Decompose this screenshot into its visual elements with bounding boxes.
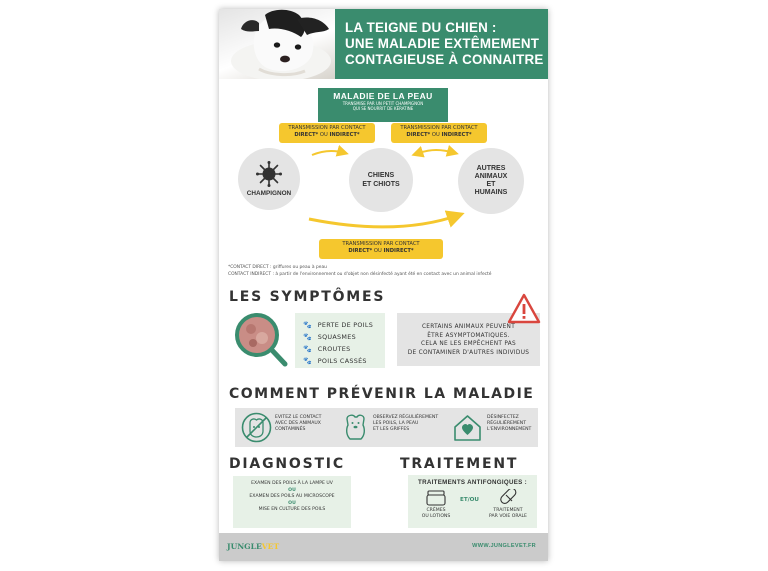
symptoms-box: [295, 313, 385, 368]
circle-champignon: [238, 148, 300, 210]
poster-title-line: LA TEIGNE DU CHIEN :: [345, 20, 497, 35]
diagnostic-item: MISE EN CULTURE DES POILS: [258, 507, 326, 512]
list-item: [303, 319, 385, 331]
logo-text: VET: [261, 542, 280, 551]
poster-title-line: UNE MALADIE EXTÊMEMENT: [345, 36, 540, 51]
logo-text: JUNGLE: [227, 542, 262, 551]
heading-prevention: COMMENT PRÉVENIR LA MALADIE: [229, 386, 535, 402]
title-band: [335, 9, 548, 79]
treatment-option-line: OU LOTIONS: [421, 513, 451, 519]
header: [219, 9, 548, 79]
list-item: [303, 343, 385, 355]
double-arrow-icon: [419, 150, 455, 153]
dogs-label: ET CHIOTS: [362, 181, 400, 188]
infographic-poster: [219, 9, 548, 561]
transmission-direct: DIRECT*: [406, 131, 431, 138]
heading-treatment: TRAITEMENT: [400, 456, 519, 472]
heading-diagnostic: DIAGNOSTIC: [229, 456, 345, 472]
others-label: HUMAINS: [474, 189, 508, 196]
asymptomatic-text: CERTAINS ANIMAUX PEUVENT: [421, 324, 516, 330]
website-link[interactable]: WWW.JUNGLEVET.FR: [472, 543, 536, 549]
virus-icon: [256, 161, 282, 187]
champignon-label: CHAMPIGNON: [246, 189, 292, 197]
paw-icon: 🐾: [303, 332, 312, 341]
list-item: [303, 355, 385, 367]
prevention-line: CONTAMINÉS: [275, 427, 306, 433]
circle-dogs: [349, 148, 413, 212]
diagnostic-item: EXAMEN DES POILS À LA LAMPE UV: [251, 481, 333, 486]
magnifier-icon: [233, 311, 289, 367]
prevention-line: OBSERVEZ RÉGULIÈREMENT: [373, 415, 439, 420]
footnote-indirect: CONTACT INDIRECT : à partir de l'environnement ou d'objet non désinfecté ayant été en contact avec un animal infecté: [228, 272, 492, 277]
dog-photo: [219, 9, 335, 79]
asymptomatic-text: ÊTRE ASYMPTOMATIQUES.: [427, 332, 510, 339]
transmission-indirect: INDIRECT*: [383, 247, 414, 254]
prevention-line: EVITEZ LE CONTACT: [275, 415, 322, 420]
treatment-option: [482, 508, 534, 519]
prevention-box: [235, 408, 538, 447]
prevention-text: [487, 415, 531, 434]
transmission-or: OU: [431, 131, 440, 138]
footer: [219, 533, 548, 561]
prevention-line: DÉSINFECTEZ: [487, 415, 519, 420]
asymptomatic-text: DE CONTAMINER D'AUTRES INDIVIDUS: [407, 349, 530, 356]
treatment-option: [413, 508, 459, 519]
transmission-box: [319, 239, 443, 259]
disease-title: MALADIE DE LA PEAU: [333, 91, 433, 101]
arrow-icon: [312, 151, 345, 155]
transmission-label: TRANSMISSION PAR CONTACT: [342, 241, 420, 247]
diagnostic-item: EXAMEN DES POILS AU MICROSCOPE: [249, 494, 335, 499]
circle-others: [458, 148, 524, 214]
others-label: AUTRES: [476, 165, 506, 172]
transmission-indirect: INDIRECT*: [329, 131, 360, 138]
diagnostic-box: [233, 476, 351, 528]
treatment-option-line: CRÈMES: [426, 508, 446, 513]
symptom-label: CROUTES: [317, 345, 351, 353]
transmission-label: TRANSMISSION PAR CONTACT: [400, 125, 478, 131]
transmission-direct: DIRECT*: [348, 247, 373, 254]
symptom-label: POILS CASSÉS: [317, 357, 367, 365]
others-label: ANIMAUX: [474, 173, 508, 180]
treatment-option-line: PAR VOIE ORALE: [489, 513, 527, 519]
paw-icon: 🐾: [303, 344, 312, 353]
list-item: [303, 331, 385, 343]
house-heart-icon: [451, 411, 484, 444]
no-contact-icon: [240, 411, 273, 444]
disease-subtitle: QUI SE NOURRIT DE KÉRATINE: [352, 106, 414, 112]
disease-box: [318, 88, 448, 122]
junglevet-logo: [227, 542, 279, 551]
diagnostic-or: OU: [288, 500, 296, 506]
transmission-direct: DIRECT*: [294, 131, 319, 138]
prevention-line: ET LES GRIFFES: [373, 427, 410, 433]
paw-icon: 🐾: [303, 356, 312, 365]
transmission-indirect: INDIRECT*: [441, 131, 472, 138]
disease-subtitle: TRANSMISE PAR UN PETIT CHAMPIGNON: [342, 101, 424, 106]
treatment-option-line: TRAITEMENT: [493, 508, 523, 513]
footnote-direct: *CONTACT DIRECT : griffures ou peau à peau: [228, 265, 327, 270]
symptom-label: PERTE DE POILS: [317, 321, 374, 329]
treatment-title: TRAITEMENTS ANTIFONGIQUES :: [418, 479, 527, 486]
transmission-or: OU: [319, 131, 328, 138]
prevention-line: L'ENVIRONNEMENT: [487, 427, 532, 433]
dogs-label: CHIENS: [367, 172, 395, 179]
treatment-box: [408, 475, 537, 528]
diagnostic-or: OU: [288, 487, 296, 493]
warning-icon: [507, 293, 541, 325]
curved-arrow-icon: [309, 215, 459, 227]
transmission-or: OU: [373, 247, 382, 254]
dog-observe-icon: [339, 411, 372, 444]
heading-symptoms: LES SYMPTÔMES: [229, 289, 386, 305]
asymptomatic-text: CELA NE LES EMPÊCHENT PAS: [420, 341, 517, 348]
prevention-line: LES POILS, LA PEAU: [373, 421, 419, 427]
treatment-and-or: ET/OU: [460, 497, 479, 503]
paw-icon: 🐾: [303, 320, 312, 329]
prevention-line: AVEC DES ANIMAUX: [275, 421, 321, 427]
transmission-label: TRANSMISSION PAR CONTACT: [288, 125, 366, 131]
prevention-text: [275, 415, 321, 434]
others-label: ET: [486, 181, 496, 188]
prevention-text: [373, 415, 438, 434]
cream-jar-icon: [426, 490, 446, 510]
poster-title-line: CONTAGIEUSE À CONNAITRE: [345, 52, 544, 67]
prevention-line: RÉGULIÈREMENT: [487, 421, 527, 427]
symptom-label: SQUASMES: [317, 333, 356, 341]
